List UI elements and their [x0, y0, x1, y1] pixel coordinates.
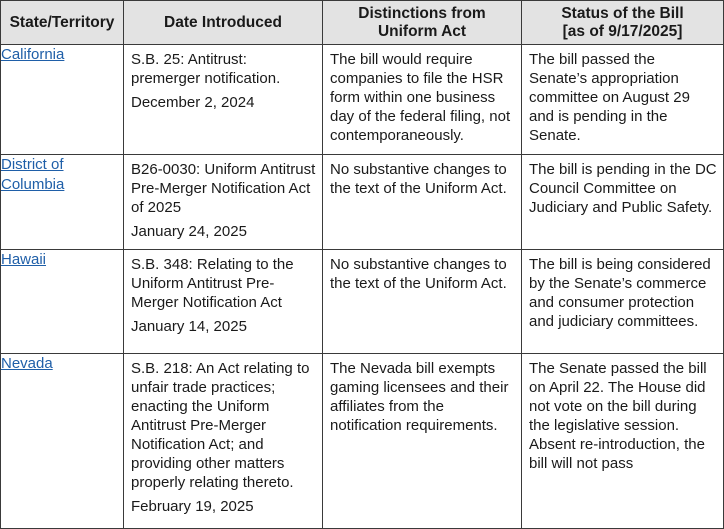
distinctions-text: No substantive changes to the text of the Uniform Act.	[330, 161, 507, 197]
distinctions-cell	[323, 155, 522, 250]
distinctions-text: No substantive changes to the text of the Uniform Act.	[330, 256, 507, 292]
date-cell	[124, 250, 323, 354]
header-date-label: Date Introduced	[164, 13, 282, 31]
status-cell	[522, 250, 724, 354]
date-introduced: January 14, 2025	[131, 318, 247, 335]
header-status-line1: Status of the Bill	[561, 4, 684, 22]
table-row	[1, 155, 724, 250]
header-date	[124, 1, 323, 45]
distinctions-text: The bill would require companies to file the HSR form within one business day of the federal filing, not contemporaneously.	[330, 51, 511, 144]
bill-title: B26-0030: Uniform Antitrust Pre-Merger Notification Act of 2025	[131, 161, 316, 216]
bill-title: S.B. 348: Relating to the Uniform Antitrust Pre-Merger Notification Act	[131, 256, 294, 311]
header-distinctions-line2: Uniform Act	[377, 22, 467, 40]
header-state	[1, 1, 124, 45]
distinctions-cell	[323, 45, 522, 155]
state-link-nevada[interactable]: Nevada	[1, 355, 53, 372]
bill-title: S.B. 25: Antitrust: premerger notification.	[131, 51, 281, 87]
header-distinctions	[323, 1, 522, 45]
state-cell	[1, 354, 124, 529]
status-cell	[522, 155, 724, 250]
status-text: The bill is pending in the DC Council Committee on Judiciary and Public Safety.	[529, 161, 717, 216]
table-row	[1, 45, 724, 155]
status-text: The bill passed the Senate’s appropriation committee on August 29 and is pending in the Senate.	[529, 51, 690, 144]
date-introduced: January 24, 2025	[131, 223, 247, 240]
header-status	[522, 1, 724, 45]
date-introduced: February 19, 2025	[131, 498, 254, 515]
status-cell	[522, 45, 724, 155]
distinctions-text: The Nevada bill exempts gaming licensees and their affiliates from the notification requirements.	[330, 360, 509, 434]
date-cell	[124, 354, 323, 529]
header-state-label: State/Territory	[9, 13, 115, 31]
status-cell	[522, 354, 724, 529]
date-introduced: December 2, 2024	[131, 94, 255, 111]
distinctions-cell	[323, 354, 522, 529]
header-distinctions-line1: Distinctions from	[358, 4, 486, 22]
table-row	[1, 354, 724, 529]
table-header-row	[1, 1, 724, 45]
state-link-district-of-columbia[interactable]: District of Columbia	[1, 156, 65, 193]
bill-title: S.B. 218: An Act relating to unfair trade practices; enacting the Uniform Antitrust Pre-Merger Notification Act; and providing other matters properly relating thereto.	[131, 360, 310, 491]
state-link-california[interactable]: California	[1, 46, 65, 63]
table-row	[1, 250, 724, 354]
header-status-line2: [as of 9/17/2025]	[562, 22, 683, 40]
state-link-hawaii[interactable]: Hawaii	[1, 251, 47, 268]
status-text: The bill is being considered by the Senate’s commerce and consumer protection and judiciary committees.	[529, 256, 711, 330]
state-cell	[1, 155, 124, 250]
state-cell	[1, 250, 124, 354]
distinctions-cell	[323, 250, 522, 354]
date-cell	[124, 155, 323, 250]
date-cell	[124, 45, 323, 155]
state-cell	[1, 45, 124, 155]
status-text: The Senate passed the bill on April 22. The House did not vote on the bill during the legislative session. Absent re-introduction, the bill will not pass	[529, 360, 707, 472]
